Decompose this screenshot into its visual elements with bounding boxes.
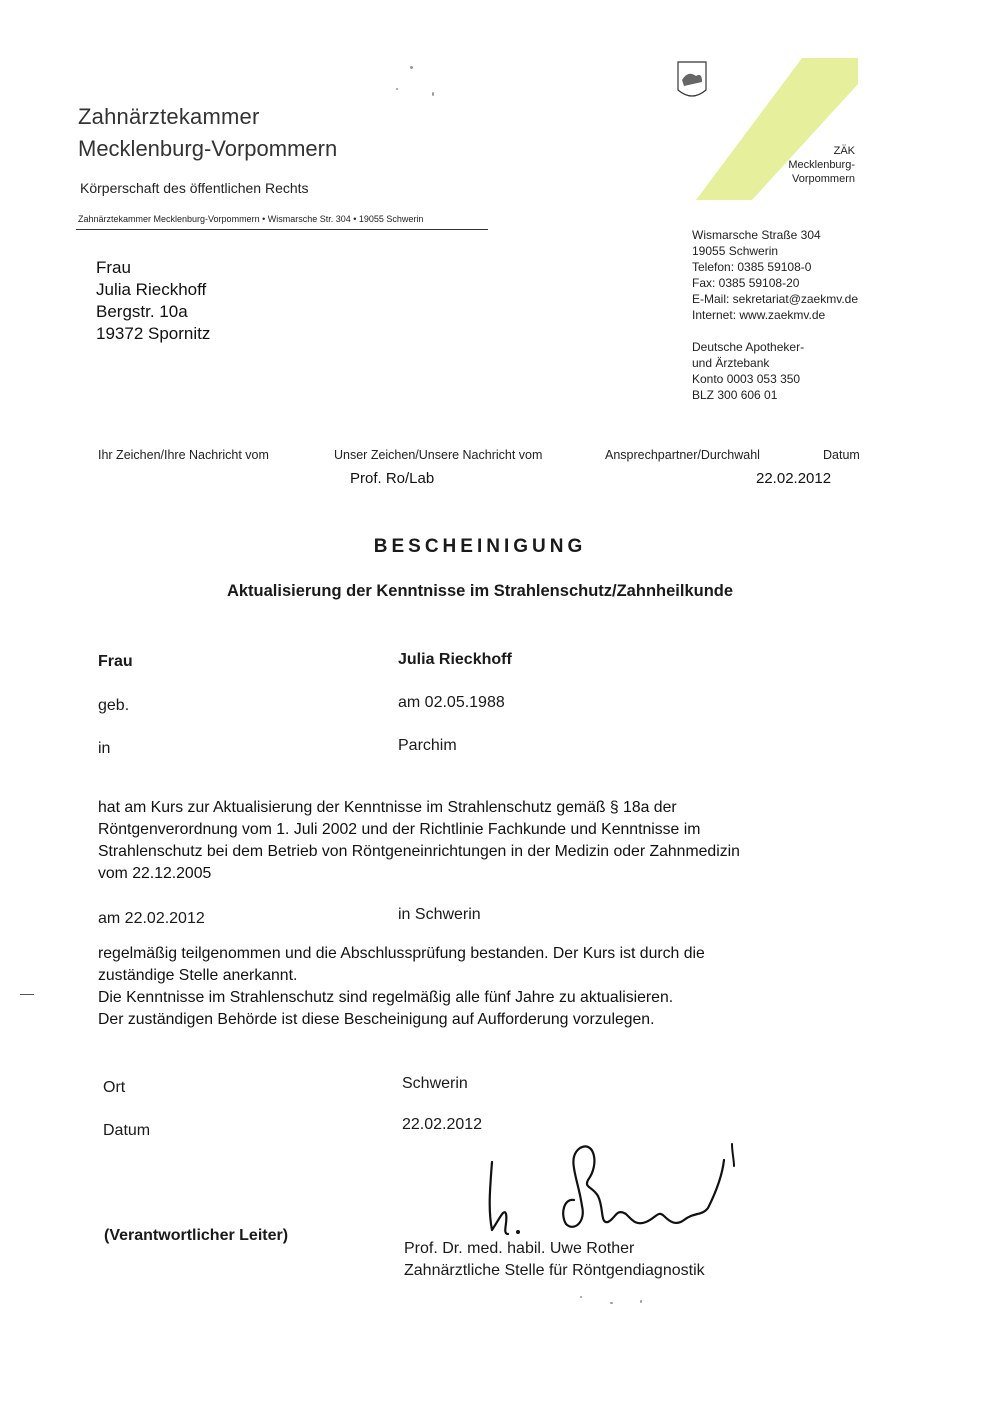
sender-phone: Telefon: 0385 59108-0 [692,260,812,274]
ref-label-date: Datum [823,448,860,462]
course-place: in Schwerin [398,906,481,923]
person-name: Julia Rieckhoff [398,651,512,668]
birthplace: Parchim [398,737,457,754]
ref-label-our-ref: Unser Zeichen/Unsere Nachricht vom [334,448,543,462]
date-label: Datum [103,1122,151,1139]
coat-of-arms-icon [678,62,706,96]
course-date: am 22.02.2012 [98,910,205,927]
return-address: Zahnärztekammer Mecklenburg-Vorpommern • Wismarsche Str. 304 • 19055 Schwerin [78,214,424,224]
place-label: Ort [103,1079,126,1096]
recipient-name: Julia Rieckhoff [96,280,207,299]
date-value: 22.02.2012 [402,1116,483,1133]
zaek-logo [672,58,858,200]
org-name-line1: Zahnärztekammer [78,104,260,129]
responsible-leader-label: (Verantwortlicher Leiter) [104,1227,289,1244]
signature [470,1138,750,1248]
sender-fax: Fax: 0385 59108-20 [692,276,800,290]
paragraph-line: Die Kenntnisse im Strahlenschutz sind regelmäßig alle fünf Jahre zu aktualisieren. [98,989,674,1006]
sender-email: E-Mail: sekretariat@zaekmv.de [692,292,859,306]
salutation-label: Frau [98,653,133,670]
logo-text-3: Vorpommern [792,173,855,185]
paragraph-line: hat am Kurs zur Aktualisierung der Kenntnisse im Strahlenschutz gemäß § 18a der [98,799,677,816]
logo-text-2: Mecklenburg- [788,159,855,171]
org-subtitle: Körperschaft des öffentlichen Rechts [80,180,309,196]
bank-code: BLZ 300 606 01 [692,388,778,402]
paragraph-line: Strahlenschutz bei dem Betrieb von Röntgeneinrichtungen in der Medizin oder Zahnmedizin [98,843,740,860]
birth-date: am 02.05.1988 [398,694,505,711]
bank-name-2: und Ärztebank [692,356,770,370]
recipient-city: 19372 Spornitz [96,324,211,343]
place-value: Schwerin [402,1075,468,1092]
ref-label-your-ref: Ihr Zeichen/Ihre Nachricht vom [98,448,269,462]
bank-account: Konto 0003 053 350 [692,372,801,386]
paragraph-line: zuständige Stelle anerkannt. [98,967,298,984]
paragraph-line: Röntgenverordnung vom 1. Juli 2002 und der Richtlinie Fachkunde und Kenntnisse im [98,821,701,838]
document-subtitle: Aktualisierung der Kenntnisse im Strahlenschutz/Zahnheilkunde [226,582,734,600]
recipient-salutation: Frau [96,258,131,277]
ref-label-contact: Ansprechpartner/Durchwahl [605,448,760,462]
signer-name: Prof. Dr. med. habil. Uwe Rother [404,1240,635,1257]
paragraph-line: vom 22.12.2005 [98,865,212,882]
paragraph-line: regelmäßig teilgenommen und die Abschlussprüfung bestanden. Der Kurs ist durch die [98,945,705,962]
recipient-street: Bergstr. 10a [96,302,188,321]
birthplace-label: in [98,740,111,757]
document-title: BESCHEINIGUNG [373,536,587,557]
paragraph-line: Der zuständigen Behörde ist diese Bescheinigung auf Aufforderung vorzulegen. [98,1011,655,1028]
sender-website: Internet: www.zaekmv.de [692,308,826,322]
logo-text-1: ZÄK [833,145,855,157]
return-address-divider [76,229,488,230]
sender-city: 19055 Schwerin [692,244,779,258]
bank-name-1: Deutsche Apotheker- [692,340,805,354]
signer-role: Zahnärztliche Stelle für Röntgendiagnostik [404,1262,705,1279]
letter-date: 22.02.2012 [756,470,832,487]
our-reference: Prof. Ro/Lab [350,470,435,487]
org-name-line2: Mecklenburg-Vorpommern [78,136,338,161]
born-label: geb. [98,697,130,714]
sender-street: Wismarsche Straße 304 [692,228,821,242]
